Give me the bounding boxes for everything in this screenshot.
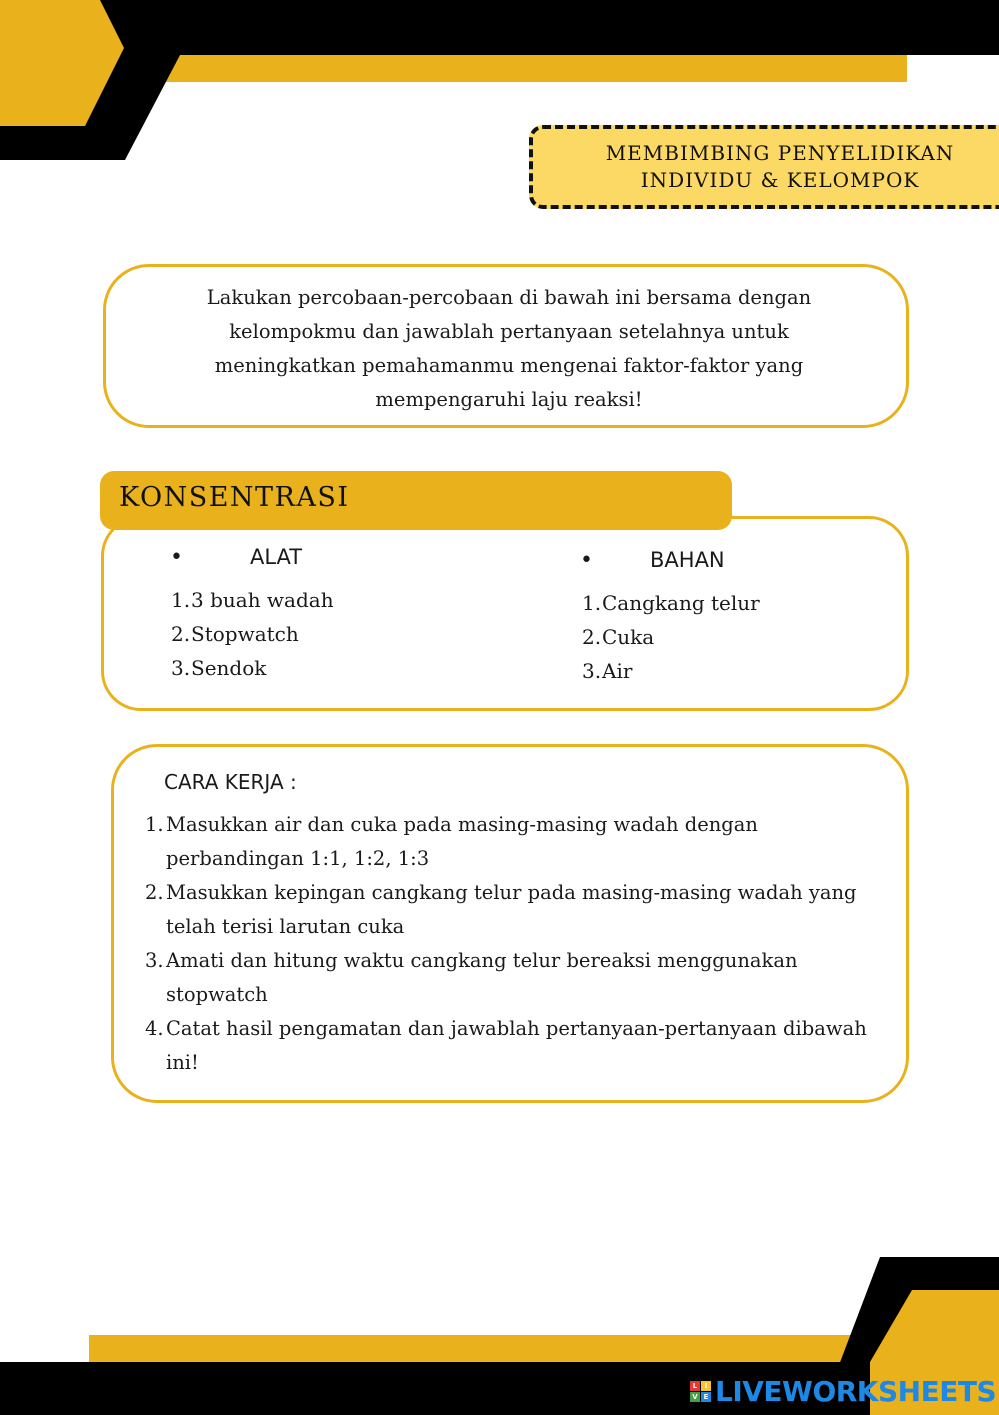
alat-list: [171, 583, 334, 685]
step-text: Amati dan hitung waktu cangkang telur bereaksi menggunakan stopwatch: [166, 949, 798, 1006]
section-title: KONSENTRASI: [119, 482, 350, 513]
step-number: 2.: [145, 881, 164, 904]
step-item: [145, 876, 895, 944]
list-number: 3.: [171, 656, 191, 680]
logo-letter: E: [701, 1392, 711, 1402]
list-item: [171, 583, 334, 617]
top-black-bar: [100, 0, 999, 55]
intro-line: Lakukan percobaan-percobaan di bawah ini bersama dengan: [206, 286, 812, 309]
alat-heading: ALAT: [250, 545, 303, 569]
list-number: 3.: [582, 659, 602, 683]
list-item: [171, 617, 334, 651]
list-text: 3 buah wadah: [191, 588, 334, 612]
list-text: Air: [602, 659, 633, 683]
list-number: 2.: [582, 625, 602, 649]
list-text: Stopwatch: [191, 622, 299, 646]
liveworksheets-wordmark: LIVEWORKSHEETS: [715, 1374, 997, 1408]
logo-letter: L: [690, 1381, 700, 1391]
bahan-list: [582, 586, 760, 688]
liveworksheets-logo-icon: [690, 1381, 711, 1402]
cara-kerja-title: CARA KERJA :: [164, 770, 297, 794]
badge-line-2: INDIVIDU & KELOMPOK: [640, 168, 920, 192]
step-number: 1.: [145, 813, 164, 836]
intro-line: mempengaruhi laju reaksi!: [375, 388, 643, 411]
intro-line: kelompokmu dan jawablah pertanyaan setelahnya untuk: [229, 320, 789, 343]
list-item: [582, 654, 760, 688]
top-yellow-band: [150, 55, 907, 82]
list-number: 1.: [582, 591, 602, 615]
cara-kerja-steps: [145, 808, 895, 1080]
step-item: [145, 944, 895, 1012]
step-number: 3.: [145, 949, 164, 972]
alat-bullet: •: [170, 545, 183, 570]
list-text: Cangkang telur: [602, 591, 760, 615]
list-item: [582, 586, 760, 620]
badge-line-1: MEMBIMBING PENYELIDIKAN: [605, 141, 955, 165]
list-text: Cuka: [602, 625, 655, 649]
intro-line: meningkatkan pemahamanmu mengenai faktor-faktor yang: [214, 354, 804, 377]
step-item: [145, 808, 895, 876]
bahan-heading: BAHAN: [650, 548, 725, 572]
list-number: 2.: [171, 622, 191, 646]
header-badge-text: [560, 140, 999, 194]
logo-letter: I: [701, 1381, 711, 1391]
logo-letter: V: [690, 1392, 700, 1402]
intro-text: [140, 281, 878, 417]
step-text: Masukkan air dan cuka pada masing-masing wadah dengan perbandingan 1:1, 1:2, 1:3: [166, 813, 758, 870]
list-item: [171, 651, 334, 685]
list-item: [582, 620, 760, 654]
step-text: Masukkan kepingan cangkang telur pada masing-masing wadah yang telah terisi larutan cuka: [166, 881, 857, 938]
step-text: Catat hasil pengamatan dan jawablah pertanyaan-pertanyaan dibawah ini!: [166, 1017, 867, 1074]
step-number: 4.: [145, 1017, 164, 1040]
step-item: [145, 1012, 895, 1080]
bottom-yellow-band: [89, 1335, 870, 1362]
bahan-bullet: •: [580, 548, 593, 573]
list-number: 1.: [171, 588, 191, 612]
list-text: Sendok: [191, 656, 267, 680]
liveworksheets-logo[interactable]: [690, 1376, 996, 1406]
